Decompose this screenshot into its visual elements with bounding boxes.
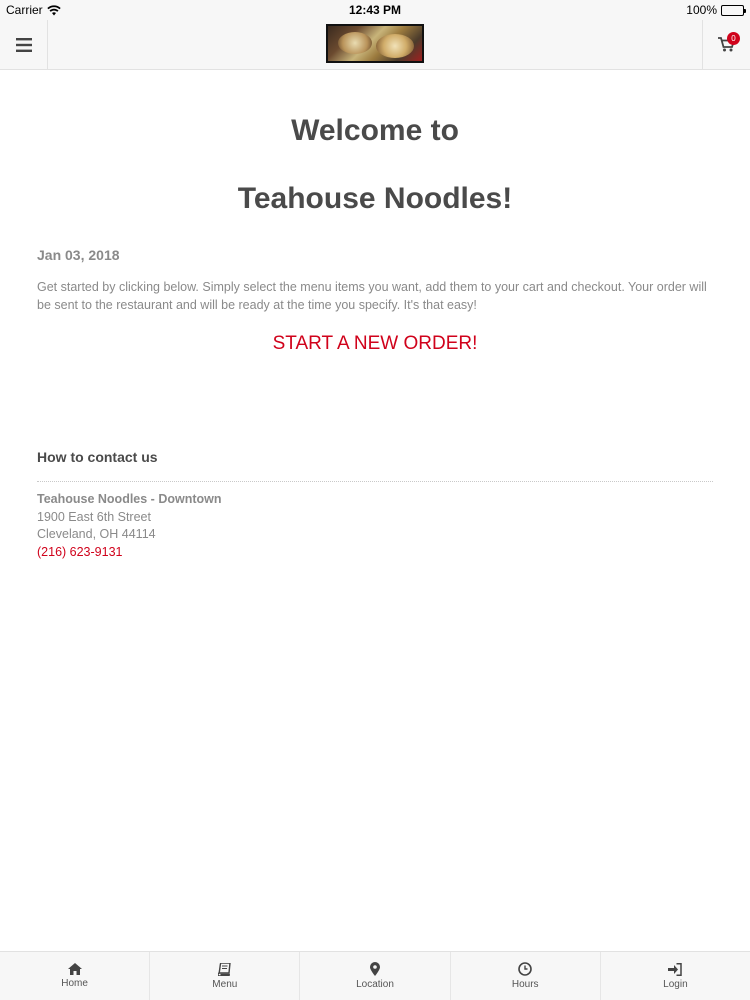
- restaurant-logo[interactable]: [326, 24, 424, 63]
- logo-dish-image: [376, 34, 414, 58]
- hamburger-menu-button[interactable]: [0, 20, 48, 69]
- contact-info: [37, 491, 713, 561]
- clock-icon: [518, 962, 532, 976]
- bottom-tab-bar: [0, 951, 750, 1000]
- tab-label: Login: [663, 978, 688, 990]
- post-date: Jan 03, 2018: [37, 247, 120, 263]
- contact-heading: How to contact us: [37, 449, 158, 465]
- street-address: 1900 East 6th Street: [37, 509, 151, 524]
- intro-text: Get started by clicking below. Simply select the menu items you want, add them to your cart and checkout. Your order will be sent to the restaurant and will be ready at the time you specify. It's that easy!: [37, 280, 707, 312]
- status-bar: [0, 0, 750, 20]
- book-icon: [218, 963, 231, 976]
- login-icon: [668, 963, 682, 976]
- tab-label: Hours: [511, 979, 539, 990]
- hamburger-icon: [16, 38, 32, 52]
- app-header: [0, 20, 750, 70]
- cart-count-badge: 0: [727, 32, 740, 45]
- tab-label: Location: [356, 979, 394, 990]
- logo-dish-image: [338, 32, 372, 54]
- start-new-order-link[interactable]: START A NEW ORDER!: [272, 333, 478, 354]
- tab-hours[interactable]: [451, 952, 601, 1000]
- welcome-title: Welcome to: [291, 114, 459, 147]
- battery-icon: [721, 5, 744, 16]
- tab-home[interactable]: [0, 952, 150, 1000]
- tab-location[interactable]: [300, 952, 450, 1000]
- main-content: [37, 71, 713, 561]
- tab-menu[interactable]: [150, 952, 300, 1000]
- tab-label: Menu: [212, 978, 238, 990]
- home-icon: [68, 963, 82, 975]
- phone-link[interactable]: (216) 623-9131: [37, 544, 123, 559]
- contact-divider: [37, 481, 713, 482]
- carrier-label: Carrier: [6, 3, 43, 17]
- battery-percentage: 100%: [686, 3, 717, 17]
- location-name: Teahouse Noodles - Downtown: [37, 492, 222, 506]
- tab-label: Home: [61, 978, 88, 989]
- cart-button[interactable]: [702, 20, 750, 69]
- city-state-zip: Cleveland, OH 44114: [37, 527, 156, 541]
- battery-indicator: [686, 3, 744, 17]
- map-pin-icon: [370, 962, 380, 976]
- restaurant-title: Teahouse Noodles!: [237, 182, 513, 215]
- tab-login[interactable]: [601, 952, 750, 1000]
- status-time: 12:43 PM: [348, 3, 402, 17]
